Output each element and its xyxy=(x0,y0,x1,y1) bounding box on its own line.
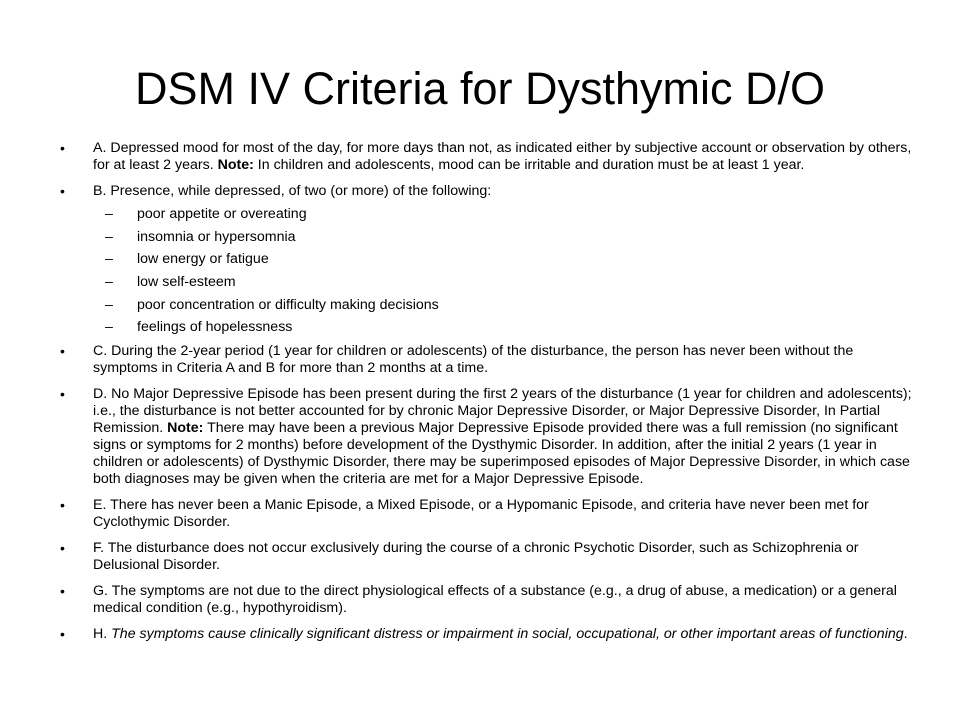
criterion-b-item xyxy=(60,206,920,223)
dash-icon: – xyxy=(105,206,113,222)
criterion-b-item-text: low energy or fatigue xyxy=(137,251,269,268)
criterion-e-text: E. There has never been a Manic Episode, a Mixed Episode, or a Hypomanic Episode, and criteria have never been met for Cyclothymic Disorder. xyxy=(93,497,869,531)
criterion-e xyxy=(60,497,920,531)
criterion-d-text-2: There may have been a previous Major Depressive Episode provided there was a full remission (no significant signs or symptoms for 2 months) before development of the Dysthymic Disorder. In addition, after the initial 2 years (1 year in children or adolescents) of Dysthymic Disorder, there may be superimposed episodes of Major Depressive Disorder, in which case both diagnoses may be given when the criteria are met for a Major Depressive Episode. xyxy=(93,420,910,488)
dash-icon: – xyxy=(105,319,113,336)
dash-icon: – xyxy=(105,296,113,313)
criterion-b-item xyxy=(60,319,920,336)
criteria-list xyxy=(60,140,920,652)
criterion-b-item-text: feelings of hopelessness xyxy=(137,319,293,336)
criterion-b-item xyxy=(60,251,920,268)
criterion-a-text-1: A. Depressed mood for most of the day, for more days than not, as indicated either by subjective account or observation by others, for at least 2 years. xyxy=(93,140,912,173)
criterion-b-item xyxy=(60,274,920,291)
slide-title: DSM IV Criteria for Dysthymic D/O xyxy=(134,63,826,114)
criterion-a xyxy=(60,140,920,174)
criterion-b-sublist xyxy=(60,206,920,336)
criterion-f-text: F. The disturbance does not occur exclusively during the course of a chronic Psychotic Disorder, such as Schizophrenia or Delusional Disorder. xyxy=(93,540,859,574)
criterion-b-text: B. Presence, while depressed, of two (or more) of the following: xyxy=(93,183,492,199)
bullet-icon: • xyxy=(60,343,65,360)
criterion-d xyxy=(60,386,920,488)
criterion-h-prefix: H. xyxy=(93,626,112,643)
bullet-icon: • xyxy=(60,140,65,156)
criterion-b-item-text: low self-esteem xyxy=(137,274,236,291)
criterion-a-note-label: Note: xyxy=(217,157,254,173)
criterion-g-text: G. The symptoms are not due to the direct physiological effects of a substance (e.g., a drug of abuse, a medication) or a general medical condition (e.g., hypothyroidism). xyxy=(93,583,897,617)
dash-icon: – xyxy=(105,251,113,268)
criterion-d-note-label: Note: xyxy=(167,420,204,437)
bullet-icon: • xyxy=(60,626,65,643)
criterion-h xyxy=(60,626,920,643)
bullet-icon: • xyxy=(60,540,65,557)
criterion-c xyxy=(60,343,920,377)
bullet-icon: • xyxy=(60,386,65,403)
dash-icon: – xyxy=(105,274,113,291)
criterion-b-item-text: poor appetite or overeating xyxy=(137,206,307,222)
criterion-a-text-2: In children and adolescents, mood can be irritable and duration must be at least 1 year. xyxy=(253,157,805,173)
criterion-b-item-text: poor concentration or difficulty making decisions xyxy=(137,296,439,313)
criterion-g xyxy=(60,583,920,617)
criterion-f xyxy=(60,540,920,574)
criterion-b-item xyxy=(60,229,920,246)
dash-icon: – xyxy=(105,228,113,245)
bullet-icon: • xyxy=(60,183,65,199)
criterion-b-item-text: insomnia or hypersomnia xyxy=(137,228,296,245)
criterion-b xyxy=(60,183,920,200)
criterion-h-italic-text: The symptoms cause clinically significant distress or impairment in social, occupational, or other important areas of functioning xyxy=(111,626,904,643)
criterion-h-suffix: . xyxy=(903,626,908,643)
criterion-d-text-1: D. No Major Depressive Episode has been present during the first 2 years of the disturbance (1 year for children and adolescents); i.e., the disturbance is not better accounted for by chronic Major Depressive Disorder, or Major Depressive Disorder, In Partial Remission. xyxy=(93,386,912,437)
criterion-c-text: C. During the 2-year period (1 year for children or adolescents) of the disturbance, the person has never been without the symptoms in Criteria A and B for more than 2 months at a time. xyxy=(93,343,854,377)
bullet-icon: • xyxy=(60,583,65,600)
bullet-icon: • xyxy=(60,497,65,514)
criterion-b-item xyxy=(60,297,920,314)
